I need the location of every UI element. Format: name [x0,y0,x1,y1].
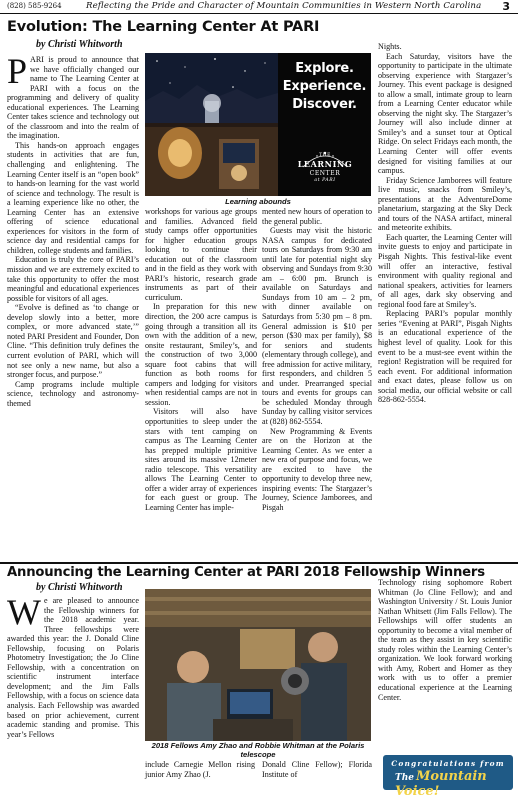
photo-slogan-discover: Discover. [292,97,357,112]
article1-col1-para: “Evolve is defined as ‘to change or develop slowly into a better, more complex, or more advanced state,’” noted PARI President and Founder, Don Cline. “This definition truly defines the current evolution of PARI, which will not see only a new name, but also a stronger focus, and purpose.” [7,303,139,380]
logo-word-center: CENTER [309,170,341,177]
article2-col1-para: e are pleased to announce the Fellowship winners for the 2018 academic year. Three fellowships were awarded this year: the J. Donald Cline Fellowship, focusing on Polaris Photometry Investigation; the Jo Cline Fellowship, with a concentration on scientific instrument interface development; and the Jim Falls Fellowship, with a focus on science data analysis. Each Fellowship was awarded based on prior achievement, current academic standing and promise. This year’s Fellows [7,596,139,739]
article1-col2-para: workshops for various age groups and families. Advanced field study camps offer opportunities for higher education groups looking to continue their education out of the classroom and in the field as they work with PARI’s historic, research grade instruments as part of their curriculum. [145,207,257,302]
article2-column-1 [7,592,139,796]
article2-column-3 [262,760,372,796]
logo-word-at-pari: at PARI [314,178,336,183]
header-phone: (828) 585-9264 [7,2,62,10]
article1-col4-para: Each quarter, the Learning Center will invite guests to enjoy and participate in Pisgah Nights. This festival-like event will offer an interactive, festival environment with quality regional and national speakers, activities for learners of all ages, dark sky observing and regional food fare at Smiley’s. [378,232,512,309]
article1-col2-para: In preparation for this new direction, the 200 acre campus is going through a transition all its own with the addition of a new, onsite restaurant, Smiley’s, and the construction of two 3,000 square foot cabins that will function as both rooms for campers and lodging for visitors when residential camps are not in session. [145,302,257,407]
article1-col4-para: Nights. [378,42,402,51]
article1-dropcap: P [7,51,28,91]
night-sky-illustration [145,53,278,196]
article2-byline: by Christi Whitworth [36,582,123,593]
banner-congratulations-text: Congratulations from [391,759,505,768]
article1-col2-para: Visitors will also have opportunities to sleep under the stars with tent camping on campus as The Learning Center has prepped multiple primitive sites around its massive 12meter radio telescope. This versatility allows The Learning Center to offer a wider array of experiences for each guest or group. The Learning Center has imple- [145,407,257,512]
article-divider [0,562,518,564]
article1-col1-para: Education is truly the core of PARI’s mission and we are extremely excited to take this opportunity to offer the most meaningful and educational experiences possible for visitors of all ages. [7,255,139,303]
article2-column-4 [378,578,512,753]
logo-word-learning: LEARNING [297,159,353,169]
article2-dropcap: W [7,592,41,632]
article1-col3-para: New Programming & Events are on the Horizon at the Learning Center. As we enter a new era of purpose and focus, we are excited to have the opportunity to develop three new, inspiring events: The Stargazer’s Journey, Science Jamborees, and Pisgah [262,426,372,512]
article1-column-1 [7,51,139,593]
photo1-caption: Learning abounds [225,197,291,206]
article1-column-2 [145,207,257,593]
congratulations-banner [383,755,513,799]
article2-column-2 [145,760,255,796]
article2-headline: Announcing the Learning Center at PARI 2018 Fellowship Winners [7,565,485,580]
article1-column-4 [378,42,512,593]
photo2-caption: 2018 Fellows Amy Zhao and Robbie Whitman at the Polaris telescope [151,741,365,759]
banner-mountain-voice-text: Mountain Voice! [395,769,487,799]
article2-col4-para: Technology rising sophomore Robert Whitman (Jo Cline Fellow); and and Washington University / St. Louis Junior Nathan Whitsett (Jim Falls Fellow). The Fellowships will offer students an opportunity to become a vital member of the team as they assist in key scientific study roles within the Learning Center’s organization. We look forward working with Amy, Robert and Homer as they work with us to offer a premier educational experience at the Learning Center. [378,578,512,702]
fellows-photo [145,589,371,741]
page-number: 3 [502,0,510,13]
banner-publication-name [395,769,513,799]
article1-col3-para: mented new hours of operation to the general public. [262,207,372,226]
article1-headline: Evolution: The Learning Center At PARI [7,19,320,35]
photo-slogan-explore: Explore. [295,61,354,76]
article1-col4-para: Friday Science Jamborees will feature live music, snacks from Smiley’s, presentations at the AdventureDome planetarium, stargazing at the Sky Deck and tours of the NASA artifact, mineral and meteorite exhibits. [378,175,512,233]
photo-slogan-experience: Experience. [282,79,367,94]
page-header [0,0,518,14]
article1-col3-para: Guests may visit the historic NASA campus for dedicated tours on Saturdays from 9:30 am until late for potential night sky observing and Sundays from 9:30 am – 6:00 pm. Brunch is available on Saturdays and Sundays from 10 am – 2 pm, with dinner available on Saturdays from 5:30 pm – 8 pm. General admission is $10 per person ($30 max per family), $8 for seniors and students (elementary through college), and free admission for active military, first responders, and children 5 and under. Prearranged special tours and events for groups can be scheduled Monday through Sunday by calling visitor services at (828) 862-5554. [262,226,372,427]
night-sky-collage [145,53,278,196]
article1-col1-para: This hands-on approach engages students in activities that are fun, challenging and enlightening. The Learning Center itself is an “open book” to hands-on learning for the vast world of science and technology. The result is a learning experience like no other, the Learning Center has an extensive offering of science educational experiences for visitors in the form of science day and residential camps for children, college students and families. [7,140,139,255]
banner-the-text: The [395,773,414,783]
learning-center-photo [145,53,371,196]
article2-col3-para: Donald Cline Fellow); Florida Institute of [262,760,372,779]
article1-byline: by Christi Whitworth [36,39,123,50]
fellows-telescope-illustration [145,589,371,741]
article1-col4-para: Each Saturday, visitors have the opportunity to participate in the ultimate observing experience with Stargazer’s Journey. This event package is designed to allow a small, intimate group to learn from a Learning Center educator while observing the night sky. The Stargazer’s Journey will also include dinner at Smiley’s and a sunset tour at Optical Ridge. On select Fridays each month, the Learning Center will offer events designed for visiting families at our campus. [378,51,512,176]
article1-col4-para: Replacing PARI’s popular monthly series “Evening at PARI”, Pisgah Nights is an educational experience of the highest level of quality. Look for this event to be a must-see event within the region! Registration will be required for each event. For additional information and exact dates, please follow us on social media, our official website or call 828-862-5554. [378,309,512,405]
article2-col2-para: include Carnegie Mellon rising junior Amy Zhao (J. [145,760,255,779]
header-tagline: Reflecting the Pride and Character of Mountain Communities in Western North Carolina [86,1,482,11]
article1-col1-para: Camp programs include multiple science, technology and astronomy-themed [7,379,139,408]
logo-word-the: THE [318,153,331,158]
article1-column-3 [262,207,372,593]
article1-col1-para: ARI is proud to announce that we have officially changed our name to The Learning Center at PARI with a focus on the programming and delivery of quality educational experiences. The Learning Center takes science and technology out of the classroom and into the realm of the imagination. [7,55,139,141]
